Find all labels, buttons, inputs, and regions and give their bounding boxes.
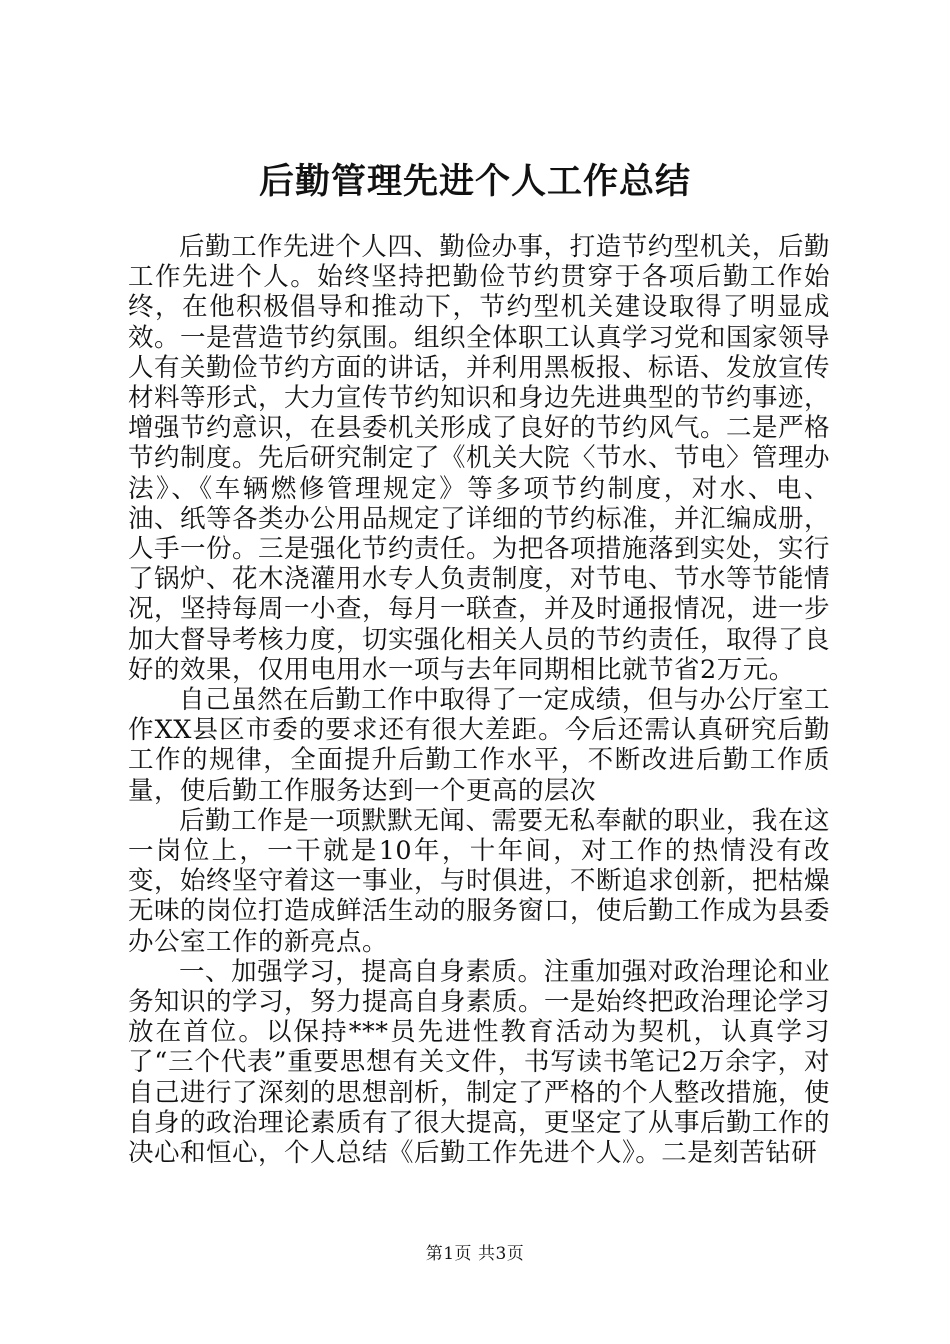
paragraph-2: 自己虽然在后勤工作中取得了一定成绩，但与办公厅室工作XX县区市委的要求还有很大差距。今后还需认真研究后勤工作的规律，全面提升后勤工作水平，不断改进后勤工作质量，使后勤工作服务达到一个更高的层次 xyxy=(128,685,830,806)
paragraph-4: 一、加强学习，提高自身素质。注重加强对政治理论和业务知识的学习，努力提高自身素质。一是始终把政治理论学习放在首位。以保持***员先进性教育活动为契机，认真学习了“三个代表”重要思想有关文件，书写读书笔记2万余字，对自己进行了深刻的思想剖析，制定了严格的个人整改措施，使自身的政治理论素质有了很大提高，更坚定了从事后勤工作的决心和恒心，个人总结《后勤工作先进个人》。二是刻苦钻研 xyxy=(128,956,831,1169)
document-body xyxy=(128,232,830,1168)
document-title: 后勤管理先进个人工作总结 xyxy=(258,161,691,202)
page-number-footer: 第1页 共3页 xyxy=(425,1244,525,1264)
paragraph-1: 后勤工作先进个人四、勤俭办事，打造节约型机关，后勤工作先进个人。始终坚持把勤俭节约贯穿于各项后勤工作始终，在他积极倡导和推动下，节约型机关建设取得了明显成效。一是营造节约氛围。组织全体职工认真学习党和国家领导人有关勤俭节约方面的讲话，并利用黑板报、标语、发放宣传材料等形式，大力宣传节约知识和身边先进典型的节约事迹，增强节约意识，在县委机关形成了良好的节约风气。二是严格节约制度。先后研究制定了《机关大院〈节水、节电〉管理办法》、《车辆燃修管理规定》等多项节约制度，对水、电、油、纸等各类办公用品规定了详细的节约标准，并汇编成册，人手一份。三是强化节约责任。为把各项措施落到实处，实行了锅炉、花木浇灌用水专人负责制度，对节电、节水等节能情况，坚持每周一小查，每月一联查，并及时通报情况，进一步加大督导考核力度，切实强化相关人员的节约责任，取得了良好的效果，仅用电用水一项与去年同期相比就节省2万元。 xyxy=(128,232,831,685)
paragraph-3: 后勤工作是一项默默无闻、需要无私奉献的职业，我在这一岗位上，一干就是10年，十年间，对工作的热情没有改变，始终坚守着这一事业，与时俱进，不断追求创新，把枯燥无味的岗位打造成鲜活生动的服务窗口，使后勤工作成为县委办公室工作的新亮点。 xyxy=(128,805,831,957)
